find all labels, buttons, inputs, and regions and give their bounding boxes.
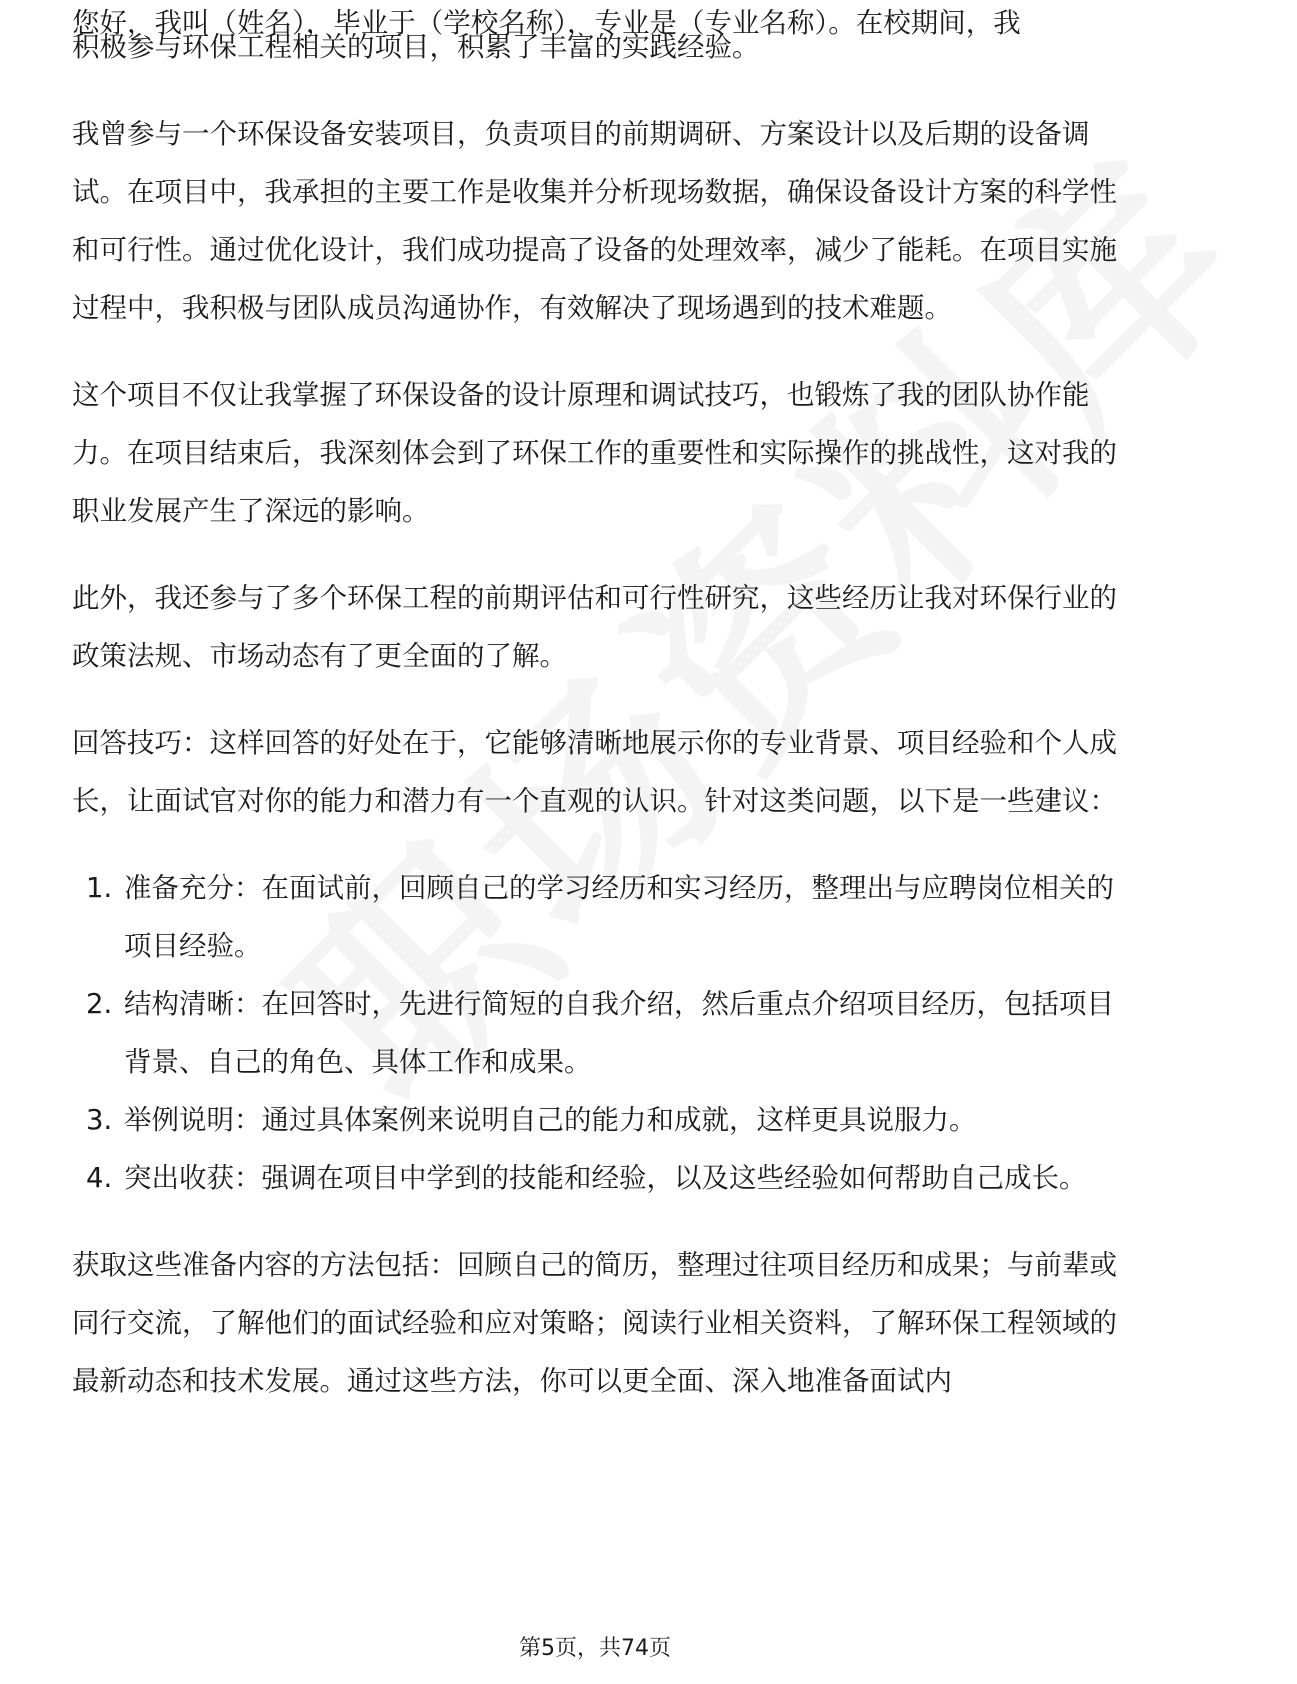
list-item: [72, 1149, 1118, 1207]
list-number: 2.: [86, 988, 113, 1020]
paragraph-additional: 此外，我还参与了多个环保工程的前期评估和可行性研究，这些经历让我对环保行业的政策法规、市场动态有了更全面的了解。: [72, 582, 1117, 672]
list-text: 举例说明：通过具体案例来说明自己的能力和成就，这样更具说服力。: [124, 1104, 977, 1136]
list-text: 准备充分：在面试前，回顾自己的学习经历和实习经历，整理出与应聘岗位相关的项目经验。: [124, 872, 1114, 962]
tips-list: [72, 859, 1118, 1207]
cut-off-text: 您好，我叫（姓名），毕业于（学校名称），专业是（专业名称）。在校期间，我: [72, 7, 1021, 39]
list-number: 3.: [86, 1104, 113, 1136]
paragraph-gains: 这个项目不仅让我掌握了环保设备的设计原理和调试技巧，也锻炼了我的团队协作能力。在项目结束后，我深刻体会到了环保工作的重要性和实际操作的挑战性，这对我的职业发展产生了深远的影响。: [72, 379, 1117, 527]
page-footer: 第5页，共74页: [519, 1636, 671, 1661]
list-number: 4.: [86, 1162, 113, 1194]
paragraph-intro-continued: 积极参与环保工程相关的项目，积累了丰富的实践经验。: [72, 31, 760, 63]
paragraph-answer-tips: 回答技巧：这样回答的好处在于，它能够清晰地展示你的专业背景、项目经验和个人成长，让面试官对你的能力和潜力有一个直观的认识。针对这类问题，以下是一些建议：: [72, 727, 1117, 817]
list-text: 结构清晰：在回答时，先进行简短的自我介绍，然后重点介绍项目经历，包括项目背景、自己的角色、具体工作和成果。: [124, 988, 1114, 1078]
list-item: [72, 1091, 1118, 1149]
page-content: [72, 7, 1118, 1439]
paragraph-methods: 获取这些准备内容的方法包括：回顾自己的简历，整理过往项目经历和成果；与前辈或同行交流，了解他们的面试经验和应对策略；阅读行业相关资料，了解环保工程领域的最新动态和技术发展。通过这些方法，你可以更全面、深入地准备面试内: [72, 1249, 1117, 1397]
list-item: [72, 859, 1118, 975]
list-text: 突出收获：强调在项目中学到的技能和经验，以及这些经验如何帮助自己成长。: [124, 1162, 1087, 1194]
cut-off-line: [72, 0, 1118, 39]
paragraph-project: 我曾参与一个环保设备安装项目，负责项目的前期调研、方案设计以及后期的设备调试。在项目中，我承担的主要工作是收集并分析现场数据，确保设备设计方案的科学性和可行性。通过优化设计，我们成功提高了设备的处理效率，减少了能耗。在项目实施过程中，我积极与团队成员沟通协作，有效解决了现场遇到的技术难题。: [72, 118, 1117, 324]
list-item: [72, 975, 1118, 1091]
list-number: 1.: [86, 872, 113, 904]
